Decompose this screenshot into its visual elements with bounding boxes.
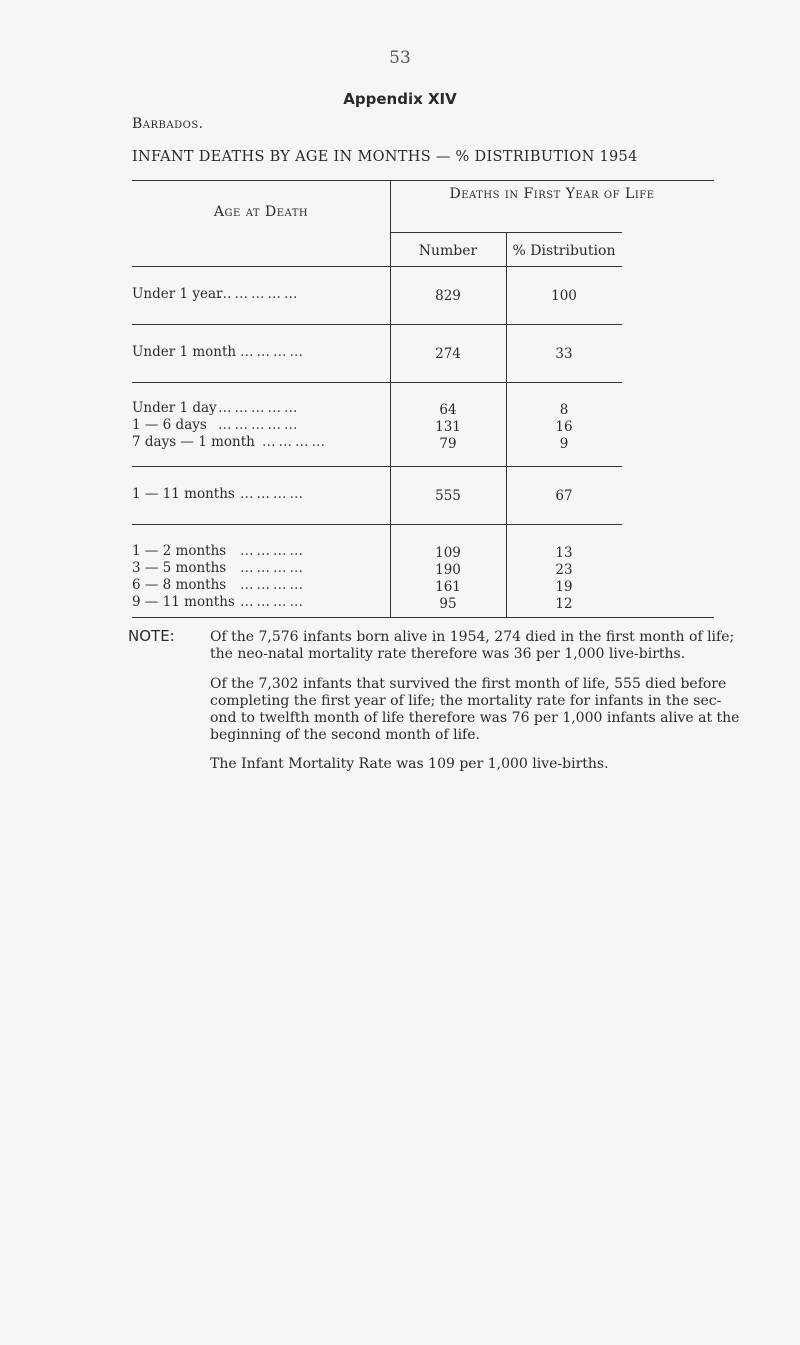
row-percent: 12	[555, 596, 573, 612]
row-label: Under 1 month	[132, 344, 237, 360]
row-label: Under 1 day	[132, 400, 217, 416]
row-leader-dots: ……………	[218, 400, 301, 416]
row-leader-dots: …………	[240, 344, 306, 360]
row-percent: 23	[555, 562, 573, 578]
row-label: 1 — 2 months	[132, 543, 227, 559]
row-leader-dots: …………	[240, 577, 306, 593]
row-percent: 8	[559, 402, 569, 418]
note-paragraph-2-line-2: completing the first year of life; the mortality rate for infants in the sec-	[210, 693, 722, 709]
row-number: 161	[435, 579, 461, 595]
row-rule-1	[132, 324, 622, 325]
row-leader-dots: ……………	[218, 417, 301, 433]
row-number: 131	[435, 419, 461, 435]
note-paragraph-2-line-1: Of the 7,302 infants that survived the first month of life, 555 died before	[210, 676, 727, 692]
row-label: 6 — 8 months	[132, 577, 227, 593]
row-label: 1 — 6 days	[132, 417, 207, 433]
row-leader-dots: …………	[262, 434, 328, 450]
row-percent: 16	[555, 419, 573, 435]
row-number: 555	[435, 488, 461, 504]
note-paragraph-1-line-2: the neo-natal mortality rate therefore was 36 per 1,000 live-births.	[210, 646, 686, 662]
note-paragraph-3: The Infant Mortality Rate was 109 per 1,000 live-births.	[210, 756, 609, 772]
row-number: 64	[439, 402, 457, 418]
country-heading: Barbados.	[132, 116, 204, 132]
row-leader-dots: ……………	[218, 286, 301, 302]
row-label: 9 — 11 months	[132, 594, 235, 610]
number-header: Number	[418, 243, 478, 259]
row-rule-2	[132, 382, 622, 383]
row-percent: 19	[555, 579, 573, 595]
table-top-rule	[132, 180, 714, 181]
row-rule-3	[132, 466, 622, 467]
row-label: Under 1 year	[132, 286, 223, 302]
page-number: 53	[389, 48, 411, 68]
row-percent: 13	[555, 545, 573, 561]
note-paragraph-1-line-1: Of the 7,576 infants born alive in 1954, 274 died in the first month of life;	[210, 629, 735, 645]
row-label: 1 — 11 months	[132, 486, 235, 502]
row-number: 95	[439, 596, 457, 612]
row-leader-dots: …………	[240, 543, 306, 559]
row-leader-dots: …………	[240, 594, 306, 610]
appendix-heading: Appendix XIV	[343, 90, 457, 108]
row-number: 274	[435, 346, 461, 362]
row-leader-dots: …………	[240, 560, 306, 576]
row-percent: 33	[555, 346, 573, 362]
note-label: NOTE:	[128, 627, 175, 645]
row-percent: 67	[555, 488, 573, 504]
row-number: 190	[435, 562, 461, 578]
header-bottom-rule	[132, 266, 622, 267]
age-at-death-header: Age at Death	[213, 204, 309, 220]
row-percent: 100	[551, 288, 577, 304]
row-number: 829	[435, 288, 461, 304]
row-number: 109	[435, 545, 461, 561]
distribution-header: % Distribution	[512, 243, 616, 259]
row-percent: 9	[559, 436, 569, 452]
row-rule-4	[132, 524, 622, 525]
note-paragraph-2-line-3: ond to twelfth month of life therefore was 76 per 1,000 infants alive at the	[210, 710, 740, 726]
table-title: INFANT DEATHS BY AGE IN MONTHS — % DISTRIBUTION 1954	[132, 149, 638, 165]
deaths-first-year-header: Deaths in First Year of Life	[449, 186, 655, 202]
row-label: 7 days — 1 month	[132, 434, 255, 450]
row-number: 79	[439, 436, 457, 452]
row-label: 3 — 5 months	[132, 560, 227, 576]
table-bottom-rule	[132, 617, 714, 618]
note-paragraph-2-line-4: beginning of the second month of life.	[210, 727, 480, 743]
row-leader-dots: …………	[240, 486, 306, 502]
group-header-rule	[390, 232, 622, 233]
